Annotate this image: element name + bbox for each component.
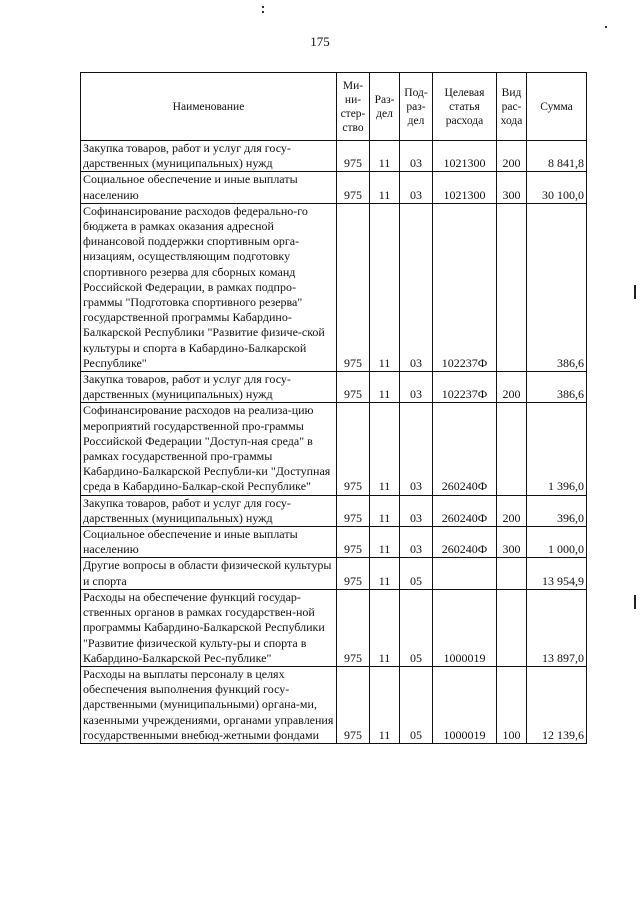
row-target: 1021300 bbox=[433, 172, 497, 203]
header-sum: Сумма bbox=[527, 73, 587, 141]
header-subsection: Под- раз- дел bbox=[400, 73, 433, 141]
scan-dot-right bbox=[605, 26, 607, 28]
header-section: Раз- дел bbox=[370, 73, 400, 141]
table-row bbox=[81, 589, 587, 666]
row-section: 11 bbox=[370, 203, 400, 371]
header-ministry: Ми- ни- стер- ство bbox=[337, 73, 370, 141]
row-subsection: 03 bbox=[400, 527, 433, 558]
row-name: Закупка товаров, работ и услуг для госу-дарственных (муниципальных) нужд bbox=[81, 495, 337, 526]
row-ministry: 975 bbox=[337, 495, 370, 526]
row-section: 11 bbox=[370, 589, 400, 666]
row-sum: 386,6 bbox=[527, 203, 587, 371]
row-section: 11 bbox=[370, 403, 400, 495]
row-target: 260240Ф bbox=[433, 527, 497, 558]
scan-edge-mark bbox=[634, 285, 636, 299]
row-name: Закупка товаров, работ и услуг для госу-дарственных (муниципальных) нужд bbox=[81, 372, 337, 403]
row-section: 11 bbox=[370, 558, 400, 589]
row-type: 300 bbox=[497, 172, 527, 203]
row-section: 11 bbox=[370, 372, 400, 403]
scan-edge-mark bbox=[634, 595, 636, 609]
row-target: 102237Ф bbox=[433, 372, 497, 403]
row-type bbox=[497, 589, 527, 666]
row-subsection: 03 bbox=[400, 372, 433, 403]
header-name: Наименование bbox=[81, 73, 337, 141]
row-type: 300 bbox=[497, 527, 527, 558]
row-type: 200 bbox=[497, 495, 527, 526]
header-type: Вид рас- хода bbox=[497, 73, 527, 141]
row-subsection: 05 bbox=[400, 666, 433, 743]
row-name: Софинансирование расходов федерально-го бюджета в рамках оказания адресной финансовой поддержки спортивным орга-низациям, осуществляющим подготовку спортивного резерва для сборных команд Российской Федерации, в рамках подпро-граммы "Подготовка спортивного резерва" государственной программы Кабардино-Балкарской Республики "Развитие физиче-ской культуры и спорта в Кабардино-Балкарской Республике" bbox=[81, 203, 337, 371]
table-header-row bbox=[81, 73, 587, 141]
row-subsection: 03 bbox=[400, 203, 433, 371]
row-section: 11 bbox=[370, 495, 400, 526]
scan-dot-top bbox=[262, 6, 264, 8]
row-name: Расходы на выплаты персоналу в целях обеспечения выполнения функций госу-дарственными (муниципальными) органа-ми, казенными учреждениями, органами управления государственными внебюд-жетными фондами bbox=[81, 666, 337, 743]
row-name: Другие вопросы в области физической культуры и спорта bbox=[81, 558, 337, 589]
row-type bbox=[497, 403, 527, 495]
row-section: 11 bbox=[370, 141, 400, 172]
row-sum: 1 396,0 bbox=[527, 403, 587, 495]
row-name: Расходы на обеспечение функций государ-ственных органов в рамках государствен-ной программы Кабардино-Балкарской Республики "Развитие физической культу-ры и спорта в Кабардино-Балкарской Рес-публике" bbox=[81, 589, 337, 666]
row-ministry: 975 bbox=[337, 141, 370, 172]
table-row bbox=[81, 141, 587, 172]
row-name: Социальное обеспечение и иные выплаты населению bbox=[81, 172, 337, 203]
row-type: 200 bbox=[497, 141, 527, 172]
row-ministry: 975 bbox=[337, 172, 370, 203]
row-target: 1021300 bbox=[433, 141, 497, 172]
row-subsection: 03 bbox=[400, 403, 433, 495]
table-row bbox=[81, 203, 587, 371]
row-type: 100 bbox=[497, 666, 527, 743]
row-name: Софинансирование расходов на реализа-цию мероприятий государственной про-граммы Российской Федерации "Доступ-ная среда" в рамках государственной про-граммы Кабардино-Балкарской Республи-ки "Доступная среда в Кабардино-Балкар-ской Республике" bbox=[81, 403, 337, 495]
row-target: 1000019 bbox=[433, 666, 497, 743]
scan-dot-top bbox=[262, 11, 264, 13]
table-row bbox=[81, 558, 587, 589]
table-row bbox=[81, 666, 587, 743]
row-sum: 8 841,8 bbox=[527, 141, 587, 172]
row-section: 11 bbox=[370, 666, 400, 743]
row-type: 200 bbox=[497, 372, 527, 403]
row-sum: 30 100,0 bbox=[527, 172, 587, 203]
row-name: Закупка товаров, работ и услуг для госу-дарственных (муниципальных) нужд bbox=[81, 141, 337, 172]
row-ministry: 975 bbox=[337, 527, 370, 558]
row-name: Социальное обеспечение и иные выплаты населению bbox=[81, 527, 337, 558]
row-target: 260240Ф bbox=[433, 403, 497, 495]
row-sum: 1 000,0 bbox=[527, 527, 587, 558]
row-section: 11 bbox=[370, 527, 400, 558]
row-target: 260240Ф bbox=[433, 495, 497, 526]
row-sum: 13 954,9 bbox=[527, 558, 587, 589]
table-row bbox=[81, 527, 587, 558]
budget-table bbox=[80, 72, 587, 744]
row-ministry: 975 bbox=[337, 558, 370, 589]
row-ministry: 975 bbox=[337, 372, 370, 403]
row-sum: 386,6 bbox=[527, 372, 587, 403]
row-ministry: 975 bbox=[337, 203, 370, 371]
row-sum: 12 139,6 bbox=[527, 666, 587, 743]
row-sum: 396,0 bbox=[527, 495, 587, 526]
row-section: 11 bbox=[370, 172, 400, 203]
row-ministry: 975 bbox=[337, 666, 370, 743]
row-subsection: 03 bbox=[400, 172, 433, 203]
row-subsection: 03 bbox=[400, 141, 433, 172]
row-ministry: 975 bbox=[337, 589, 370, 666]
row-target bbox=[433, 558, 497, 589]
row-subsection: 05 bbox=[400, 558, 433, 589]
table-row bbox=[81, 403, 587, 495]
table-row bbox=[81, 172, 587, 203]
row-ministry: 975 bbox=[337, 403, 370, 495]
row-subsection: 05 bbox=[400, 589, 433, 666]
row-target: 102237Ф bbox=[433, 203, 497, 371]
table-row bbox=[81, 372, 587, 403]
row-subsection: 03 bbox=[400, 495, 433, 526]
page-number: 175 bbox=[310, 34, 330, 49]
row-type bbox=[497, 558, 527, 589]
row-type bbox=[497, 203, 527, 371]
header-target: Целевая статья расхода bbox=[433, 73, 497, 141]
table-row bbox=[81, 495, 587, 526]
row-sum: 13 897,0 bbox=[527, 589, 587, 666]
row-target: 1000019 bbox=[433, 589, 497, 666]
